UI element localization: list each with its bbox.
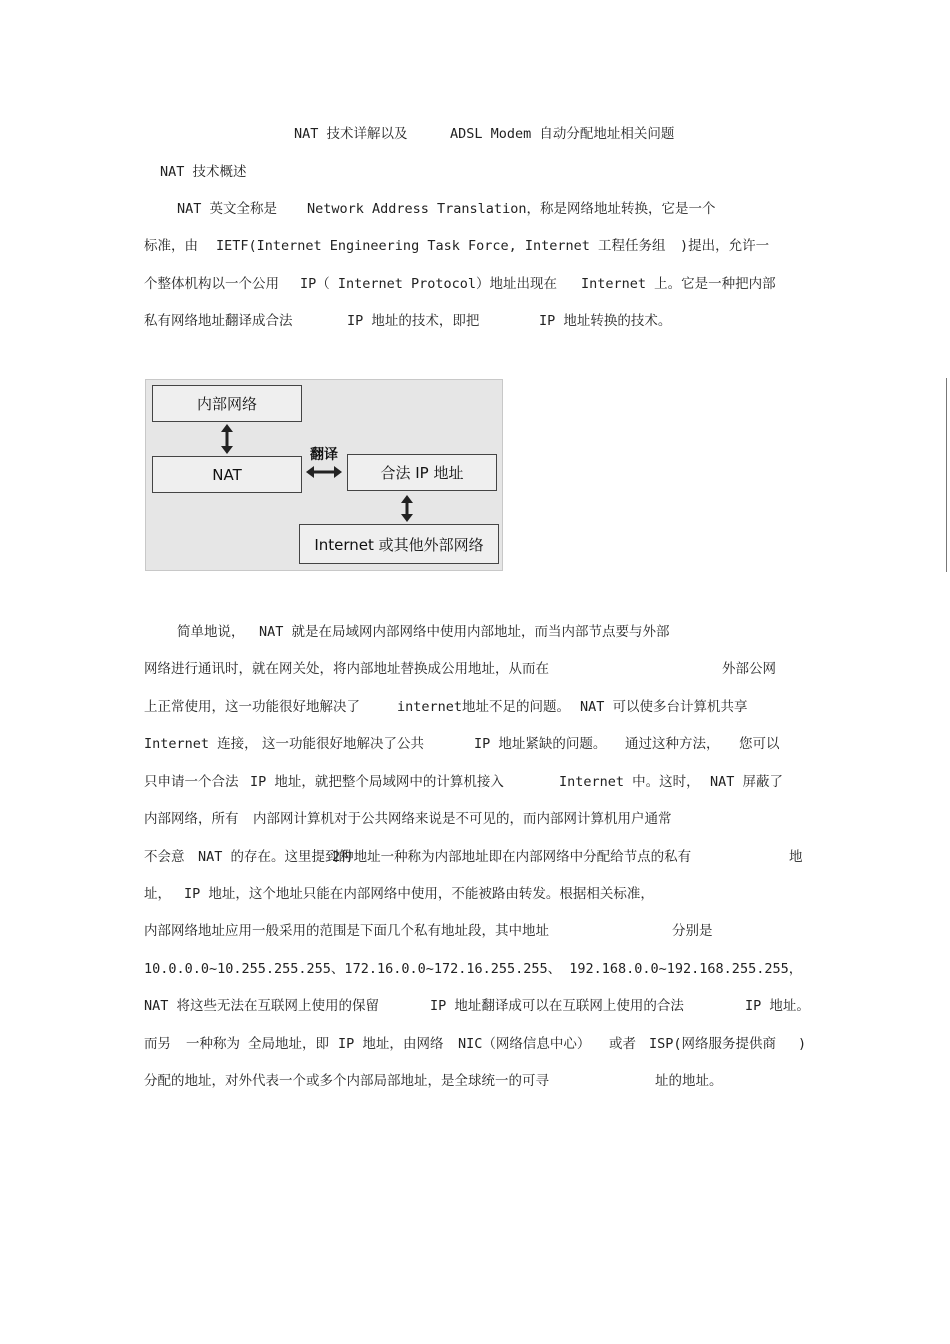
text-segment: 2种地址一种称为内部地址即在内部网络中分配给节点的私有	[332, 849, 692, 865]
text-segment: 而另	[144, 1036, 171, 1052]
box-legal-ip: 合法 IP 地址	[347, 454, 497, 491]
text-segment: ISP(网络服务提供商	[649, 1036, 777, 1052]
page-edge-mark	[946, 378, 950, 572]
text-segment: NAT 屏蔽了	[710, 774, 784, 790]
text-segment: NAT 英文全称是	[177, 201, 278, 217]
text-segment: 或者	[609, 1036, 636, 1052]
text-segment: 全局地址，即	[248, 1036, 329, 1052]
text-segment: NAT 就是在局域网内部网络中使用内部地址，而当内部节点要与外部	[259, 624, 670, 640]
text-segment: 简单地说，	[177, 624, 245, 640]
box-nat: NAT	[152, 456, 302, 493]
text-segment: 私有网络地址翻译成合法	[144, 313, 293, 329]
text-segment: 不会意	[144, 849, 185, 865]
text-segment: 内部网络地址应用一般采用的范围是下面几个私有地址段，其中地址	[144, 923, 549, 939]
horizontal-arrow-translate	[306, 466, 342, 478]
title-part: ADSL Modem 自动分配地址相关问题	[450, 126, 675, 142]
text-segment: 一种称为	[186, 1036, 240, 1052]
text-segment: 上正常使用，这一功能很好地解决了	[144, 699, 360, 715]
text-segment: Network Address Translation，称是网络地址转换，它是一个	[307, 201, 716, 217]
text-segment: 内部网络，所有	[144, 811, 239, 827]
text-segment: )提出，允许一	[680, 238, 770, 254]
text-segment: IP 地址的技术，即把	[347, 313, 480, 329]
title-part: NAT 技术详解以及	[294, 126, 408, 142]
text-segment: 您可以	[739, 736, 780, 752]
text-segment: 通过这种方法，	[625, 736, 720, 752]
text-segment: 地	[789, 849, 803, 865]
text-segment: IETF(Internet Engineering Task Force, Internet 工程任务组	[216, 238, 666, 254]
text-segment: 址的地址。	[655, 1073, 723, 1089]
text-segment: NAT 将这些无法在互联网上使用的保留	[144, 998, 380, 1014]
box-external-network: Internet 或其他外部网络	[299, 524, 499, 564]
text-segment: 10.0.0.0~10.255.255.255、172.16.0.0~172.16.255.255、 192.168.0.0~192.168.255.255，	[144, 961, 803, 977]
text-segment: 这一功能很好地解决了公共	[262, 736, 424, 752]
text-segment: 只申请一个合法	[144, 774, 239, 790]
section-heading-text: NAT 技术概述	[160, 164, 247, 180]
text-segment: 分配的地址，对外代表一个或多个内部局部地址，是全球统一的可寻	[144, 1073, 549, 1089]
box-internal-network: 内部网络	[152, 385, 302, 422]
text-segment: 个整体机构以一个公用	[144, 276, 279, 292]
text-segment: 由网络	[403, 1036, 444, 1052]
text-segment: 址，	[144, 886, 171, 902]
diagram-arrows	[146, 380, 502, 570]
text-segment: 网络进行通讯时，就在网关处，将内部地址替换成公用地址，从而在	[144, 661, 549, 677]
text-segment: IP 地址。	[745, 998, 810, 1014]
text-segment: NAT 的存在。这里提到的	[198, 849, 353, 865]
text-segment: Internet 中。这时，	[559, 774, 700, 790]
text-segment: 内部网计算机对于公共网络来说是不可见的，而内部网计算机用户通常	[253, 811, 672, 827]
text-segment: IP 地址，就把整个局域网中的计算机接入	[250, 774, 504, 790]
text-segment: internet地址不足的问题。	[397, 699, 571, 715]
text-segment: IP（ Internet Protocol）地址出现在	[300, 276, 558, 292]
text-segment: NAT 可以使多台计算机共享	[580, 699, 748, 715]
translate-label: 翻译	[310, 447, 338, 463]
text-segment: IP 地址转换的技术。	[539, 313, 672, 329]
text-segment: )	[798, 1036, 807, 1052]
text-segment: IP 地址，这个地址只能在内部网络中使用，不能被路由转发。根据相关标准，	[184, 886, 654, 902]
text-segment: 外部公网	[722, 661, 776, 677]
text-segment: Internet 上。它是一种把内部	[581, 276, 776, 292]
text-segment: 分别是	[672, 923, 713, 939]
nat-diagram	[145, 379, 503, 571]
text-segment: NIC（网络信息中心）	[458, 1036, 591, 1052]
text-segment: IP 地址紧缺的问题。	[474, 736, 607, 752]
vertical-arrow-legal-external	[401, 495, 413, 522]
text-segment: IP 地址翻译成可以在互联网上使用的合法	[430, 998, 684, 1014]
text-segment: IP 地址，	[338, 1036, 403, 1052]
text-segment: Internet 连接，	[144, 736, 258, 752]
text-segment: 标准，由	[144, 238, 198, 254]
vertical-arrow-internal-nat	[221, 424, 233, 454]
